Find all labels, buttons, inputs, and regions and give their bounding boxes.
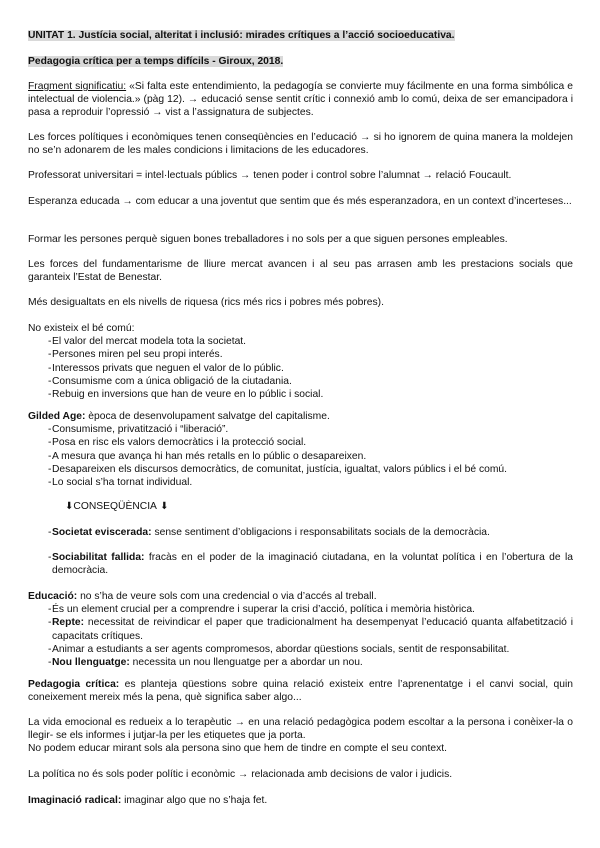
educacio-intro: Educació: no s’ha de veure sols com una credencial o via d’accés al treball. xyxy=(28,591,377,602)
paragraph-formar: Formar les persones perquè siguen bones treballadores i no sols per a que siguen persones empleables. xyxy=(28,234,508,245)
paragraph-forces: Les forces polítiques i econòmiques tenen conseqüències en l’educació → si ho ignorem de quina manera la moldejen no se’n adonarem de les males condicions i limitacions de les educadores. xyxy=(28,132,573,157)
list-item: - Lo social s’ha tornat individual. xyxy=(48,477,193,489)
list-item: - Posa en risc els valors democràtics i la protecció social. xyxy=(48,437,307,449)
list-item: - El valor del mercat modela tota la societat. xyxy=(48,336,247,348)
section-sociabilitat xyxy=(28,551,573,577)
gilded-text: època de desenvolupament salvatge del capitalisme. xyxy=(85,411,330,422)
section-educacio xyxy=(28,590,573,669)
section-societat xyxy=(28,526,573,539)
consequencia-heading xyxy=(28,500,600,513)
list-item: - Consumisme, privatització i “liberació”. xyxy=(48,424,229,436)
source-title: Pedagogia crítica per a temps difícils - Giroux, 2018. xyxy=(28,56,284,67)
fragment-text: «Si falta este entendimiento, la pedagogía se convierte muy fácilmente en una forma simbólica e intelectual de violencia.» (pàg 12). → educació sense sentit crític i connexió amb lo comú, deixa de ser emancipadora i pasa a reproduir l’opressió → vist a l’assignatura de subjectes. xyxy=(28,81,573,119)
list-item: - A mesura que avança hi han més retalls en lo públic o desapareixen. xyxy=(48,450,367,462)
educacio-list xyxy=(28,603,573,669)
paragraph-fragment xyxy=(28,80,573,120)
heading-source xyxy=(28,55,573,68)
list-item: - Desapareixen els discursos democràtics, de comunitat, justícia, igualtat, valors públics i el bé comú. xyxy=(48,463,507,475)
list-item: - Animar a estudiants a ser agents compromesos, abordar qüestions socials, sentit de responsabilitat. xyxy=(48,643,510,655)
fragment-label: Fragment significatiu: xyxy=(28,81,127,92)
paragraph-esperanza: Esperanza educada → com educar a una joventut que sentim que és més esperanzadora, en un context d’incerteses... xyxy=(28,196,572,207)
paragraph-pedagogia-critica: Pedagogia crítica: es planteja qüestions sobre quina relació existeix entre l’aprenentatge i el canvi social, quin coneixement mereix més la pena, què significa saber algo... xyxy=(28,679,574,704)
list-item: - Persones miren pel seu propi interés. xyxy=(48,349,223,361)
paragraph-imaginacio: Imaginació radical: imaginar algo que no s’haja fet. xyxy=(28,795,268,806)
heading-unitat xyxy=(28,29,573,42)
bem-comu-intro: No existeix el bé comú: xyxy=(28,323,135,334)
list-item: - Repte: necessitat de reivindicar el paper que tradicionalment ha desempenyat l’educació quanta alfabetització i capacitats crítiques. xyxy=(48,617,573,642)
section-bem-comu xyxy=(28,322,573,401)
list-item: - Nou llenguatge: necessita un nou llenguatge per a abordar un nou. xyxy=(48,657,363,669)
consequencia-label: CONSEQÜÈNCIA xyxy=(73,501,157,512)
paragraph-desigualtats: Més desigualtats en els nivells de riquesa (rics més rics i pobres més pobres). xyxy=(28,297,384,308)
paragraph-professorat: Professorat universitari = intel·lectuals públics → tenen poder i control sobre l’alumnat → relació Foucault. xyxy=(28,170,512,181)
paragraph-politica: La política no és sols poder polític i econòmic → relacionada amb decisions de valor i judicis. xyxy=(28,769,453,780)
paragraph-fundamentarisme: Les forces del fundamentarisme de lliure mercat avancen i al seu pas arrasen amb les prestacions socials que garanteix l’Estat de Benestar. xyxy=(28,259,573,284)
list-item: - Societat eviscerada: sense sentiment d’obligacions i responsabilitats socials de la democràcia. xyxy=(48,527,490,538)
list-item: - Sociabilitat fallida: fracàs en el poder de la imaginació ciutadana, en la voluntat política i en l’obertura de la democràcia. xyxy=(48,552,573,577)
gilded-list xyxy=(28,423,573,489)
list-item: - Consumisme com a única obligació de la ciutadania. xyxy=(48,375,292,387)
list-item: - És un element crucial per a comprendre i superar la crisi d’acció, política i memòria històrica. xyxy=(48,604,475,616)
down-arrow-icon: ⬇ xyxy=(156,501,169,512)
bem-comu-list xyxy=(28,335,573,401)
section-gilded-age xyxy=(28,410,573,489)
down-arrow-icon: ⬇ xyxy=(65,501,74,512)
gilded-intro xyxy=(28,410,573,423)
unit-title: UNITAT 1. Justícia social, alteritat i inclusió: mirades crítiques a l’acció socioeducativa. xyxy=(28,30,455,41)
paragraph-vida-emocional: La vida emocional es redueix a lo terapèutic → en una relació pedagògica podem escoltar a la persona i conèixer-la o llegir- se els informes i jutjar-la per les etiquetes que ja porta. No podem educar mirant sols ala persona sino que hem de tindre en compte el seu context. xyxy=(28,717,573,755)
list-item: - Rebuig en inversions que han de veure en lo públic i social. xyxy=(48,389,324,401)
gilded-label: Gilded Age: xyxy=(28,411,86,422)
list-item: - Interessos privats que neguen el valor de lo públic. xyxy=(48,362,284,374)
